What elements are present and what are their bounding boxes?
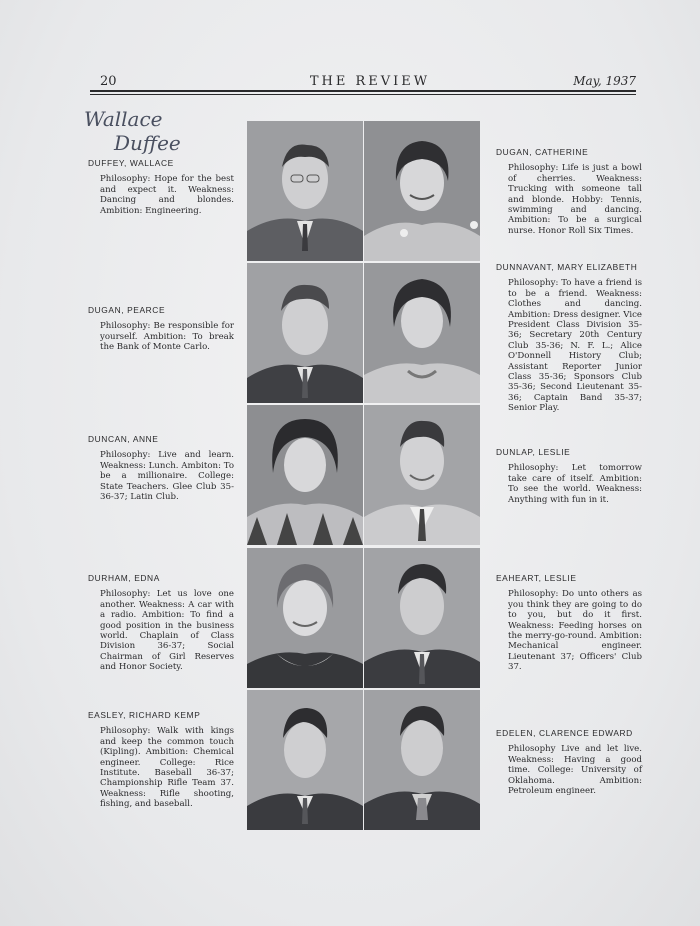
student-entry-dugan-catherine bbox=[496, 147, 642, 236]
student-entry-dunnavant bbox=[496, 262, 642, 414]
student-entry-duncan bbox=[88, 434, 234, 502]
portrait-photo-dugan-catherine bbox=[364, 121, 480, 261]
student-name: EASLEY, RICHARD KEMP bbox=[88, 710, 201, 720]
student-name: DUFFEY, WALLACE bbox=[88, 158, 174, 168]
student-bio: Philosophy: Live and learn. Weakness: Lunch. Ambiton: To be a millionaire. College: State Teachers. Glee Club 35-36-37; Latin Club. bbox=[100, 450, 234, 503]
portrait-photo-durham bbox=[247, 548, 363, 688]
student-entry-edelen bbox=[496, 728, 642, 796]
student-name: DUNNAVANT, MARY ELIZABETH bbox=[496, 262, 638, 272]
portrait-photo-dugan-pearce bbox=[247, 263, 363, 403]
student-bio: Philosophy: Let us love one another. Weakness: A car with a radio. Ambition: To find a good position in the business world. Chaplain of Class Division 36-37; Social Chairman of Girl Reserves and Honor Society. bbox=[100, 589, 234, 673]
student-bio: Philosophy: Walk with kings and keep the common touch (Kipling). Ambition: Chemical engineer. College: Rice Institute. Baseball 36-37; Championship Rifle Team 37. Weakness: Rifle shooting, fishing, and baseball. bbox=[100, 726, 234, 810]
page-number: 20 bbox=[100, 74, 117, 89]
student-name: DUNLAP, LESLIE bbox=[496, 447, 571, 457]
portrait-photo-duncan bbox=[247, 405, 363, 545]
student-name: DUGAN, CATHERINE bbox=[496, 147, 589, 157]
student-bio: Philosophy: Be responsible for yourself. Ambition: To break the Bank of Monte Carlo. bbox=[100, 321, 234, 353]
handwritten-signature bbox=[82, 104, 222, 160]
student-name: DUNCAN, ANNE bbox=[88, 434, 159, 444]
portrait-photo-duffey bbox=[247, 121, 363, 261]
student-entry-easley bbox=[88, 710, 234, 810]
student-bio: Philosophy: Life is just a bowl of cherries. Weakness: Trucking with someone tall and blonde. Hobby: Tennis, swimming and dancing. Ambition: To be a surgical nurse. Honor Roll Six Times. bbox=[508, 163, 642, 236]
header-rule bbox=[90, 90, 636, 92]
student-entry-duffey bbox=[88, 158, 234, 216]
issue-date: May, 1937 bbox=[573, 74, 636, 88]
student-entry-durham bbox=[88, 573, 234, 673]
student-name: DURHAM, EDNA bbox=[88, 573, 160, 583]
student-entry-eaheart bbox=[496, 573, 642, 673]
student-bio: Philosophy: Do unto others as you think they are going to do to you, but do it first. Weakness: Feeding horses on the merry-go-round. Ambition: Mechanical engineer. Lieutenant 37; Officers' Club 37. bbox=[508, 589, 642, 673]
svg-text:Duffee: Duffee bbox=[114, 131, 181, 155]
student-name: DUGAN, PEARCE bbox=[88, 305, 166, 315]
portrait-photo-easley bbox=[247, 690, 363, 830]
svg-text:Wallace: Wallace bbox=[84, 107, 163, 131]
student-name: EAHEART, LESLIE bbox=[496, 573, 577, 583]
student-entry-dunlap bbox=[496, 447, 642, 505]
header-rule-thin bbox=[90, 94, 636, 95]
portrait-photo-eaheart bbox=[364, 548, 480, 688]
student-bio: Philosophy: Let tomorrow take care of itself. Ambition: To see the world. Weakness: Anything with fun in it. bbox=[508, 463, 642, 505]
student-name: EDELEN, CLARENCE EDWARD bbox=[496, 728, 633, 738]
portrait-photo-edelen bbox=[364, 690, 480, 830]
publication-title: THE REVIEW bbox=[309, 74, 431, 89]
student-bio: Philosophy: To have a friend is to be a friend. Weakness: Clothes and dancing. Ambition: Dress designer. Vice President Class Division 35-36; Secretary 20th Century Club 35-36; N. F. L.; Alice O'Donnell History Club; Assistant Reporter Junior Class 35-36; Sponsors Club 35-36; Second Lieutenant 35-36; Captain Band 35-37; Senior Play. bbox=[508, 278, 642, 414]
student-bio: Philosophy Live and let live. Weakness: Having a good time. College: University of Oklahoma. Ambition: Petroleum engineer. bbox=[508, 744, 642, 797]
student-entry-dugan-pearce bbox=[88, 305, 234, 353]
portrait-photo-dunnavant bbox=[364, 263, 480, 403]
student-bio: Philosophy: Hope for the best and expect it. Weakness: Dancing and blondes. Ambition: Engineering. bbox=[100, 174, 234, 216]
portrait-photo-dunlap bbox=[364, 405, 480, 545]
